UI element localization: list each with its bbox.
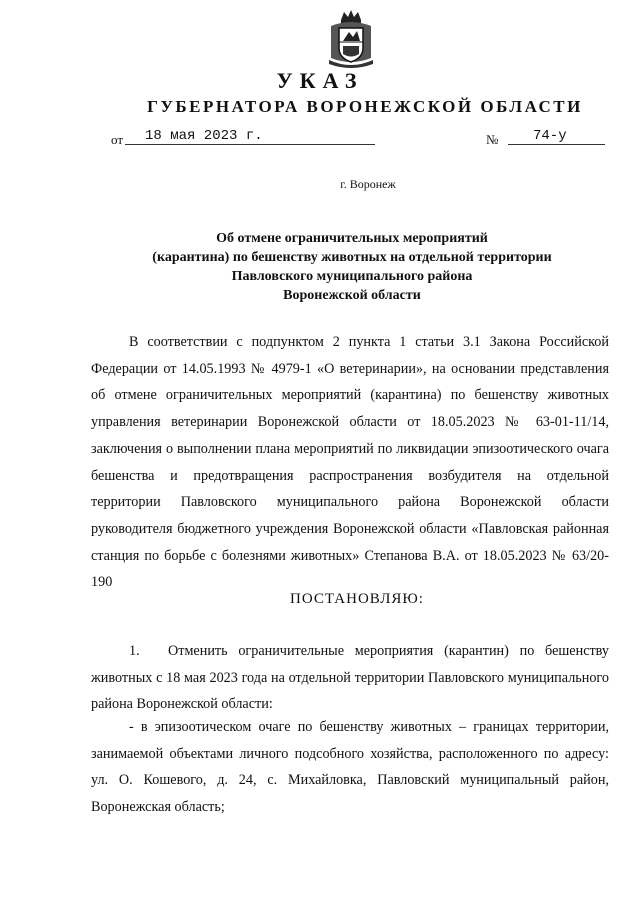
number-prefix: № <box>486 132 499 147</box>
document-date: 18 мая 2023 г. <box>125 128 375 145</box>
item-1-text: Отменить ограничительные мероприятия (карантин) по бешенству животных с 18 мая 2023 года на отдельной территории Павловского муниципального района Воронежской области: <box>91 643 609 713</box>
number-line <box>486 128 567 148</box>
heading-line: (карантина) по бешенству животных на отдельной территории <box>152 250 552 265</box>
document-number: 74-у <box>508 128 605 145</box>
document-title: УКАЗ <box>276 68 364 93</box>
decree-heading <box>120 229 584 305</box>
item-1-subparagraph: - в эпизоотическом очаге по бешенству животных – границах территории, занимаемой объектами личного подсобного хозяйства, расположенного по адресу: ул. О. Кошевого, д. 24, с. Михайловка, Павловский муниципальный район, Воронежская область; <box>91 719 609 816</box>
heading-line: Об отмене ограничительных мероприятий <box>216 231 488 246</box>
item-1-paragraph <box>91 638 609 718</box>
city-name: г. Воронеж <box>340 177 396 191</box>
date-prefix: от <box>111 132 124 147</box>
decree-word: ПОСТАНОВЛЯЮ: <box>290 591 424 607</box>
heading-line: Воронежской области <box>283 288 421 303</box>
document-subtitle: ГУБЕРНАТОРА ВОРОНЕЖСКОЙ ОБЛАСТИ <box>147 97 583 116</box>
coat-of-arms-emblem <box>325 8 377 68</box>
item-number: 1. <box>129 643 140 659</box>
preamble-paragraph: В соответствии с подпунктом 2 пункта 1 статьи 3.1 Закона Российской Федерации от 14.05.1993 № 4979-1 «О ветеринарии», на основании представления об отмене ограничительных мероприятий (карантина) по бешенству животных управления ветеринарии Воронежской области от 18.05.2023 № 63-01-11/14, заключения о выполнении плана мероприятий по ликвидации эпизоотического очага бешенства и предотвращения распространения возбудителя на отдельной территории Павловского муниципального района Воронежской области руководителя бюджетного учреждения Воронежской области «Павловская районная станция по борьбе с болезнями животных» Степанова В.А. от 18.05.2023 № 63/20-190 <box>91 334 609 591</box>
date-line <box>111 128 263 148</box>
heading-line: Павловского муниципального района <box>231 269 473 284</box>
